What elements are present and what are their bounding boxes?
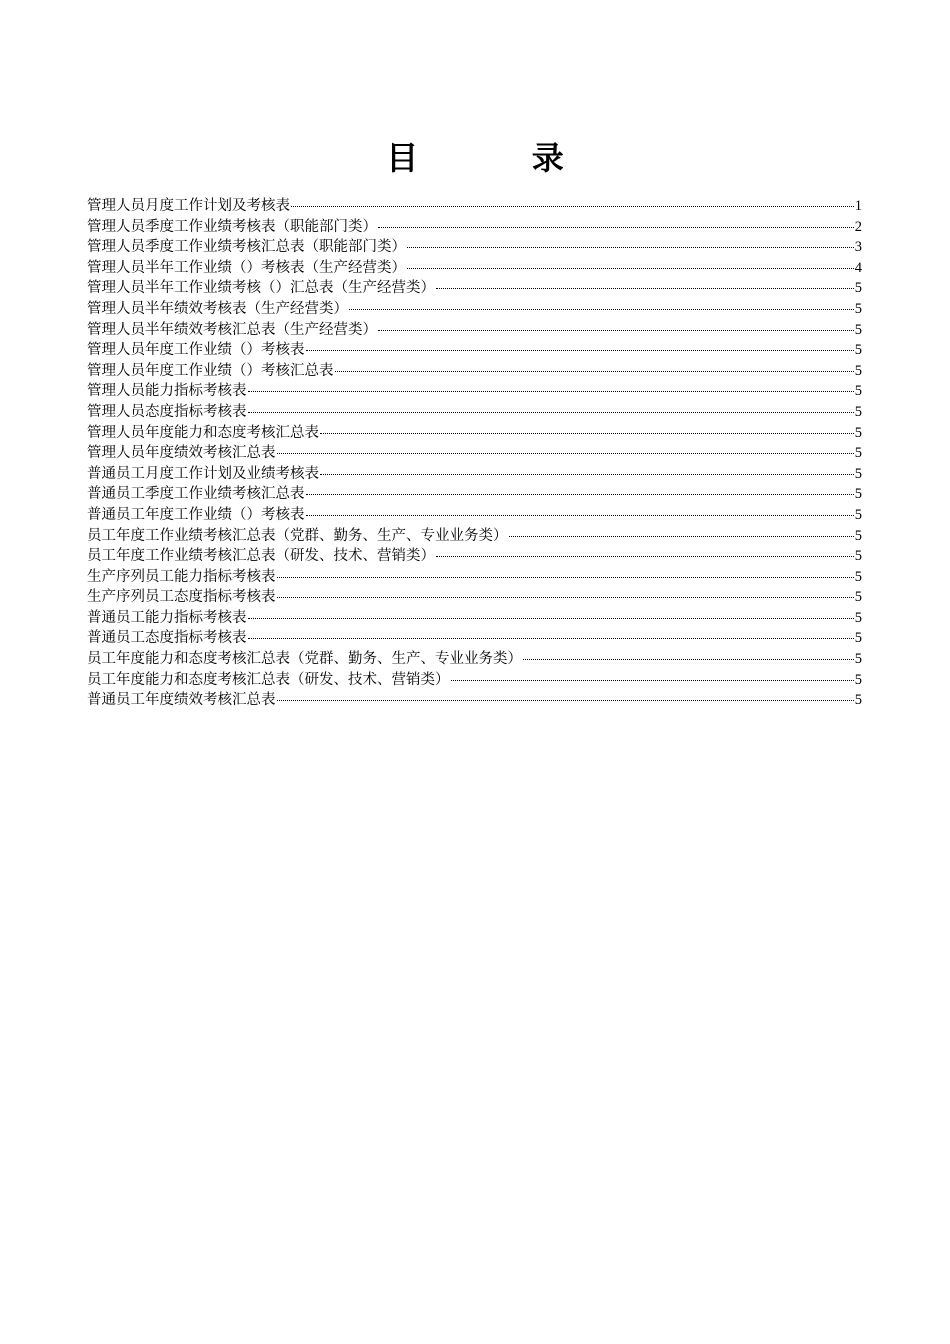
toc-dot-leader bbox=[248, 411, 854, 413]
toc-entry-page-number: 5 bbox=[854, 465, 862, 482]
toc-entry[interactable] bbox=[87, 340, 862, 361]
toc-entry-page-number: 5 bbox=[854, 362, 862, 379]
toc-entry-title: 管理人员半年工作业绩（）考核表（生产经营类） bbox=[87, 259, 406, 276]
toc-entry-title: 员工年度能力和态度考核汇总表（研发、技术、营销类） bbox=[87, 671, 450, 688]
toc-dot-leader bbox=[277, 576, 854, 578]
toc-dot-leader bbox=[320, 432, 854, 434]
toc-dot-leader bbox=[277, 699, 854, 701]
toc-dot-leader bbox=[436, 287, 854, 289]
toc-entry[interactable] bbox=[87, 278, 862, 299]
toc-entry-page-number: 5 bbox=[854, 383, 862, 400]
toc-dot-leader bbox=[523, 658, 854, 660]
toc-entry-page-number: 5 bbox=[854, 280, 862, 297]
toc-entry-page-number: 5 bbox=[854, 671, 862, 688]
toc-entry[interactable] bbox=[87, 628, 862, 649]
toc-entry-page-number: 5 bbox=[854, 609, 862, 626]
toc-entry-title: 普通员工能力指标考核表 bbox=[87, 609, 247, 626]
toc-dot-leader bbox=[248, 637, 854, 639]
toc-dot-leader bbox=[306, 349, 854, 351]
toc-entry[interactable] bbox=[87, 299, 862, 320]
toc-entry-page-number: 5 bbox=[854, 321, 862, 338]
toc-entry-title: 管理人员半年工作业绩考核（）汇总表（生产经营类） bbox=[87, 280, 435, 297]
toc-dot-leader bbox=[277, 596, 854, 598]
toc-entry-page-number: 5 bbox=[854, 630, 862, 647]
toc-entry[interactable] bbox=[87, 258, 862, 279]
toc-entry-title: 普通员工月度工作计划及业绩考核表 bbox=[87, 465, 319, 482]
toc-dot-leader bbox=[277, 452, 854, 454]
toc-entry-title: 员工年度能力和态度考核汇总表（党群、勤务、生产、专业业务类） bbox=[87, 651, 522, 668]
toc-entry-page-number: 4 bbox=[854, 259, 862, 276]
toc-entry-page-number: 5 bbox=[854, 568, 862, 585]
toc-entry[interactable] bbox=[87, 567, 862, 588]
toc-entry-title: 员工年度工作业绩考核汇总表（党群、勤务、生产、专业业务类） bbox=[87, 527, 508, 544]
toc-entry-title: 管理人员半年绩效考核表（生产经营类） bbox=[87, 300, 348, 317]
toc-dot-leader bbox=[407, 267, 854, 269]
toc-entry-page-number: 5 bbox=[854, 589, 862, 606]
toc-entry-title: 管理人员年度工作业绩（）考核表 bbox=[87, 342, 305, 359]
toc-entry-page-number: 5 bbox=[854, 506, 862, 523]
toc-entry[interactable] bbox=[87, 587, 862, 608]
toc-entry-title: 普通员工年度工作业绩（）考核表 bbox=[87, 506, 305, 523]
toc-entry[interactable] bbox=[87, 464, 862, 485]
toc-entry-page-number: 5 bbox=[854, 342, 862, 359]
toc-entry-page-number: 5 bbox=[854, 548, 862, 565]
toc-dot-leader bbox=[320, 473, 854, 475]
toc-dot-leader bbox=[248, 390, 854, 392]
toc-dot-leader bbox=[509, 535, 854, 537]
toc-entry-page-number: 5 bbox=[854, 403, 862, 420]
toc-entry[interactable] bbox=[87, 505, 862, 526]
toc-entry-page-number: 5 bbox=[854, 486, 862, 503]
toc-entry-page-number: 3 bbox=[854, 239, 862, 256]
toc-entry-title: 生产序列员工态度指标考核表 bbox=[87, 589, 276, 606]
toc-entry[interactable] bbox=[87, 423, 862, 444]
toc-dot-leader bbox=[335, 370, 854, 372]
toc-entry-page-number: 5 bbox=[854, 424, 862, 441]
toc-dot-leader bbox=[349, 308, 854, 310]
toc-dot-leader bbox=[378, 226, 854, 228]
toc-entry-title: 普通员工季度工作业绩考核汇总表 bbox=[87, 486, 305, 503]
toc-entry-title: 生产序列员工能力指标考核表 bbox=[87, 568, 276, 585]
toc-entry[interactable] bbox=[87, 381, 862, 402]
toc-entry[interactable] bbox=[87, 690, 862, 711]
toc-entry[interactable] bbox=[87, 443, 862, 464]
toc-entry-title: 普通员工态度指标考核表 bbox=[87, 630, 247, 647]
toc-entry[interactable] bbox=[87, 670, 862, 691]
toc-entry-title: 管理人员年度能力和态度考核汇总表 bbox=[87, 424, 319, 441]
toc-entry-title: 管理人员季度工作业绩考核汇总表（职能部门类） bbox=[87, 239, 406, 256]
toc-dot-leader bbox=[291, 205, 854, 207]
toc-entry-page-number: 5 bbox=[854, 300, 862, 317]
toc-entry-page-number: 5 bbox=[854, 651, 862, 668]
toc-entry-title: 普通员工年度绩效考核汇总表 bbox=[87, 692, 276, 709]
page-title: 目 录 bbox=[386, 139, 615, 177]
toc-entry[interactable] bbox=[87, 484, 862, 505]
toc-dot-leader bbox=[248, 617, 854, 619]
toc-entry-title: 员工年度工作业绩考核汇总表（研发、技术、营销类） bbox=[87, 548, 435, 565]
toc-dot-leader bbox=[378, 329, 854, 331]
toc-entry-title: 管理人员态度指标考核表 bbox=[87, 403, 247, 420]
toc-entry[interactable] bbox=[87, 546, 862, 567]
toc-entry[interactable] bbox=[87, 237, 862, 258]
toc-entry-page-number: 5 bbox=[854, 692, 862, 709]
toc-entry-title: 管理人员半年绩效考核汇总表（生产经营类） bbox=[87, 321, 377, 338]
toc-entry[interactable] bbox=[87, 402, 862, 423]
toc-entry[interactable] bbox=[87, 649, 862, 670]
toc-dot-leader bbox=[451, 679, 854, 681]
toc-entry-page-number: 2 bbox=[854, 218, 862, 235]
toc-entry-title: 管理人员能力指标考核表 bbox=[87, 383, 247, 400]
table-of-contents bbox=[87, 196, 862, 711]
toc-entry-page-number: 1 bbox=[854, 198, 862, 214]
toc-entry[interactable] bbox=[87, 320, 862, 341]
toc-entry-page-number: 5 bbox=[854, 445, 862, 462]
toc-entry-title: 管理人员季度工作业绩考核表（职能部门类） bbox=[87, 218, 377, 235]
toc-entry-title: 管理人员月度工作计划及考核表 bbox=[87, 198, 290, 214]
toc-dot-leader bbox=[306, 493, 854, 495]
toc-dot-leader bbox=[407, 246, 854, 248]
toc-entry[interactable] bbox=[87, 526, 862, 547]
toc-dot-leader bbox=[436, 555, 854, 557]
toc-entry-title: 管理人员年度绩效考核汇总表 bbox=[87, 445, 276, 462]
toc-entry[interactable] bbox=[87, 608, 862, 629]
toc-dot-leader bbox=[306, 514, 854, 516]
toc-entry-page-number: 5 bbox=[854, 527, 862, 544]
toc-entry[interactable] bbox=[87, 361, 862, 382]
toc-entry-title: 管理人员年度工作业绩（）考核汇总表 bbox=[87, 362, 334, 379]
toc-entry[interactable] bbox=[87, 217, 862, 238]
toc-entry[interactable] bbox=[87, 196, 862, 217]
